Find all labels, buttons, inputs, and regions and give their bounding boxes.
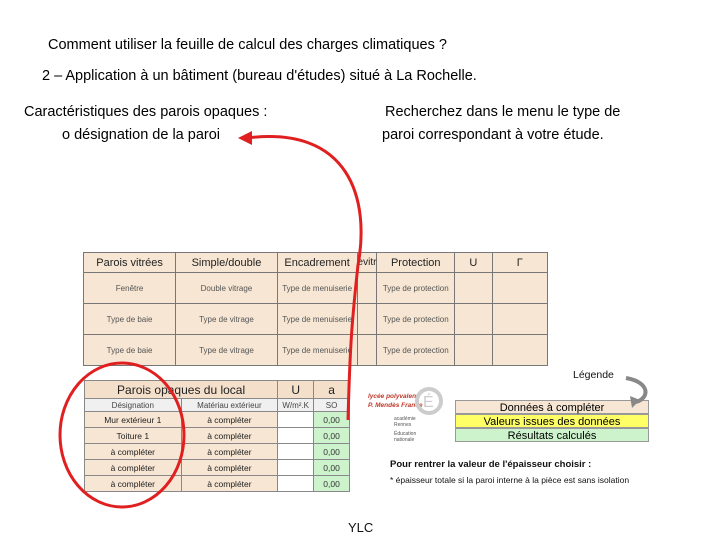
- opaque-designation-select[interactable]: à compléter: [85, 460, 182, 476]
- opaque-col-header: Matériau extérieur: [181, 399, 278, 412]
- logo-text-line-4: Rennes: [394, 422, 412, 428]
- glazing-header-cell: Parois vitrées: [84, 253, 176, 273]
- glazing-header-cell: Encadrement: [277, 253, 357, 273]
- glazing-header-cell: Protection: [377, 253, 455, 273]
- red-highlight-ellipse: [60, 363, 184, 507]
- logo-text-line-1: lycée polyvalent: [368, 393, 419, 400]
- glazing-frame-select[interactable]: Type de menuiserie: [277, 304, 357, 335]
- opaque-u-header: U: [278, 381, 314, 399]
- glazing-type-select[interactable]: Type de baie: [84, 335, 176, 366]
- glazing-header-cell: U: [455, 253, 493, 273]
- glazing-frame-select[interactable]: Type de menuiserie: [277, 335, 357, 366]
- opaque-designation-select[interactable]: Toiture 1: [85, 428, 182, 444]
- glazing-type-select[interactable]: Type de baie: [84, 304, 176, 335]
- svg-text:É: É: [423, 394, 434, 411]
- opaque-a-cell: 0,00: [314, 428, 350, 444]
- thickness-note-line: * épaisseur totale si la paroi interne à la pièce est sans isolation: [390, 475, 630, 485]
- slide-title: Comment utiliser la feuille de calcul des charges climatiques ?: [48, 37, 447, 53]
- logo-text-line-5: Éducation: [394, 431, 417, 437]
- red-curved-arrow: [247, 137, 361, 420]
- glazing-protection-select[interactable]: Type de protection: [377, 335, 455, 366]
- glazing-protection-select[interactable]: Type de protection: [377, 273, 455, 304]
- opaque-a-cell: 0,00: [314, 412, 350, 428]
- glazing-type-select[interactable]: Fenêtre: [84, 273, 176, 304]
- right-text-line-2: paroi correspondant à votre étude.: [382, 127, 604, 143]
- legend-item-to-complete: Données à compléter: [455, 400, 649, 414]
- opaque-material-select[interactable]: à compléter: [181, 412, 278, 428]
- logo-text-line-2: P. Mendès France: [368, 402, 423, 409]
- left-text-line-1: Caractéristiques des parois opaques :: [24, 104, 268, 120]
- glazing-frame-select[interactable]: Type de menuiserie: [277, 273, 357, 304]
- right-text-line-1: Recherchez dans le menu le type de: [385, 104, 621, 120]
- logo-text-line-6: nationale: [394, 437, 415, 443]
- opaque-col-header: SO: [314, 399, 350, 412]
- red-arrowhead-icon: [238, 131, 252, 145]
- glazing-header-cell: Γ: [492, 253, 547, 273]
- opaque-material-select[interactable]: à compléter: [181, 476, 278, 492]
- glazing-vitrage-select[interactable]: Double vitrage: [176, 273, 278, 304]
- legend-label: Légende: [573, 369, 614, 381]
- opaque-a-cell: 0,00: [314, 444, 350, 460]
- glazing-vitrage-select[interactable]: Type de vitrage: [176, 335, 278, 366]
- opaque-designation-select[interactable]: à compléter: [85, 444, 182, 460]
- opaque-designation-select[interactable]: à compléter: [85, 476, 182, 492]
- opaque-a-header: a: [314, 381, 350, 399]
- logo-text-line-3: académie: [394, 416, 416, 422]
- legend-item-calculated: Résultats calculés: [455, 428, 649, 442]
- opaque-a-cell: 0,00: [314, 476, 350, 492]
- opaque-table-title: Parois opaques du local: [85, 381, 278, 399]
- opaque-designation-select[interactable]: Mur extérieur 1: [85, 412, 182, 428]
- left-text-line-2: o désignation de la paroi: [62, 127, 221, 143]
- opaque-a-cell: 0,00: [314, 460, 350, 476]
- opaque-col-header: W/m².K: [278, 399, 314, 412]
- opaque-material-select[interactable]: à compléter: [181, 444, 278, 460]
- glazing-vitrage-select[interactable]: Type de vitrage: [176, 304, 278, 335]
- glazing-protection-select[interactable]: Type de protection: [377, 304, 455, 335]
- opaque-material-select[interactable]: à compléter: [181, 460, 278, 476]
- glazing-header-cell: evitr: [357, 253, 377, 273]
- thickness-note-title: Pour rentrer la valeur de l'épaisseur choisir :: [390, 459, 592, 470]
- opaque-material-select[interactable]: à compléter: [181, 428, 278, 444]
- legend-item-from-data: Valeurs issues des données: [455, 414, 649, 428]
- slide-subtitle: 2 – Application à un bâtiment (bureau d'études) situé à La Rochelle.: [42, 68, 477, 84]
- glazing-header-cell: Simple/double: [176, 253, 278, 273]
- opaque-col-header: Désignation: [85, 399, 182, 412]
- footer-initials: YLC: [348, 520, 374, 535]
